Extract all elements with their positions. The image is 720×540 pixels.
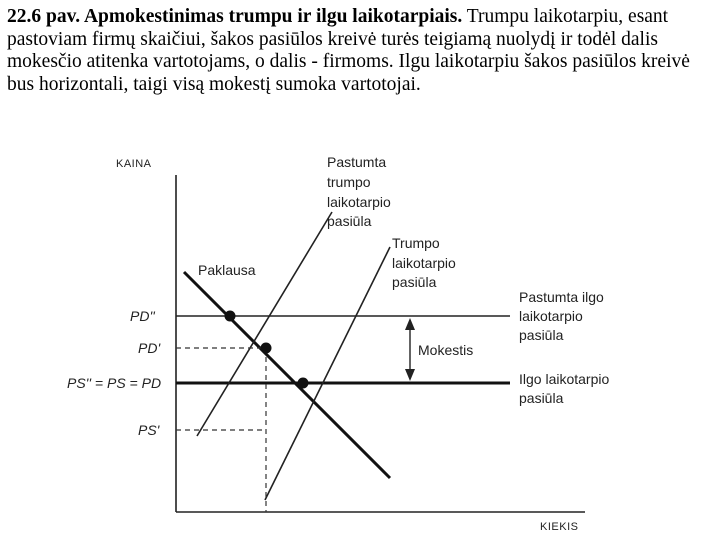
shifted-long-supply-label: Pastumta ilgo laikotarpio pasiūla [519,289,604,343]
y-axis-label: KAINA [116,158,152,170]
tax-arrow-head-up [405,318,415,330]
price-label-ps1: PS' [138,422,160,438]
point-pd2 [225,311,236,322]
shifted-short-supply-label: Pastumta trumpo laikotarpio pasiūla [327,154,391,229]
tax-label: Mokestis [418,342,474,358]
point-equilibrium [298,378,309,389]
price-label-pd2: PD'' [130,308,155,324]
caption-title: 22.6 pav. Apmokestinimas trumpu ir ilgu laikotarpiais. [7,6,463,27]
demand-label: Paklausa [198,262,256,278]
tax-arrow-head-down [405,369,415,381]
long-supply-label: Ilgo laikotarpio pasiūla [519,371,610,406]
point-pd1 [261,343,272,354]
short-supply-label: Trumpo laikotarpio pasiūla [392,235,456,290]
caption-body: Trumpu laikotarpiu, esant pastoviam firmų skaičiui, šakos pasiūlos kreivė turės teigiamą nuolydį ir todėl dalis mokesčio atitenka vartotojams, o dalis - firmoms. Ilgu laikotarpiu šakos pasiūlos kreivė bus horizontali, taigi visą mokestį sumoka vartotojai. [7,6,690,95]
price-label-pd1: PD' [138,340,161,356]
x-axis-label: KIEKIS [540,521,579,533]
demand-line [184,272,390,478]
shifted-short-supply-line [197,212,332,436]
price-label-equilibrium: PS'' = PS = PD [67,375,162,391]
